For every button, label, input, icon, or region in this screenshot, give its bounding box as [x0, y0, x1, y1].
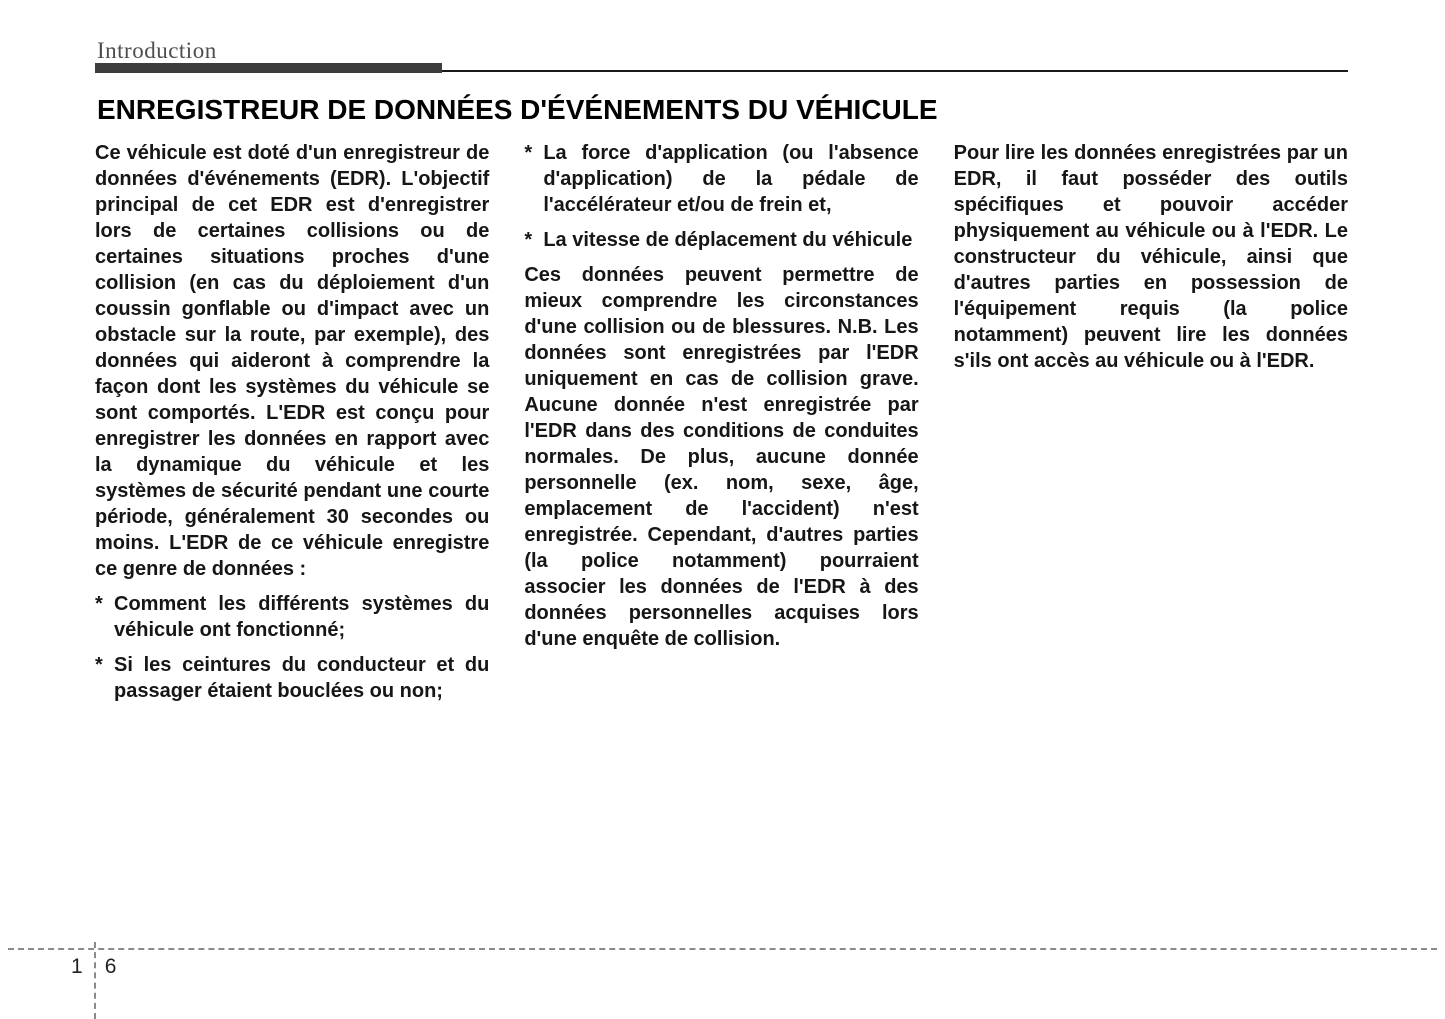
list-item [95, 652, 489, 704]
list-item-text: Si les ceintures du conducteur et du passager étaient bouclées ou non; [114, 654, 490, 702]
paragraph-data-access: Pour lire les données enregistrées par un EDR, il faut posséder des outils spécifiques et pouvoir accéder physiquement au véhicule ou à l'EDR. Le constructeur du véhicule, ainsi que d'autres parties en possession de l'équipement requis (la police notamment) peuvent lire les données s'ils ont accès au véhicule ou à l'EDR. [953, 142, 1348, 372]
bullet-marker: * [524, 229, 533, 251]
footer-vertical-dashed-line [94, 942, 96, 1019]
chapter-number: 1 [71, 955, 83, 978]
column-3 [954, 140, 1348, 704]
section-underline-bar [95, 63, 442, 73]
bullet-marker: * [95, 593, 103, 615]
list-item-text: La vitesse de déplacement du véhicule [543, 229, 913, 251]
content-columns [95, 140, 1348, 704]
page-title: ENREGISTREUR DE DONNÉES D'ÉVÉNEMENTS DU VÉHICULE [97, 94, 938, 125]
list-item-text: La force d'application (ou l'absence d'application) de la pédale de l'accélérateur et/ou de frein et, [543, 142, 919, 216]
footer-dashed-rule [8, 948, 1437, 950]
column-1 [95, 140, 489, 704]
page-number [71, 955, 116, 979]
page-digit: 6 [104, 955, 117, 978]
bullet-marker: * [524, 142, 533, 164]
paragraph-edr-intro: Ce véhicule est doté d'un enregistreur de données d'événements (EDR). L'objectif principal de cet EDR est d'enregistrer lors de certaines collisions ou de certaines situations proches d'une collision (en cas du déploiement d'un coussin gonflable ou d'impact avec un obstacle sur la route, par exemple), des données qui aideront à comprendre la façon dont les systèmes du véhicule se sont comportés. L'EDR est conçu pour enregistrer les données en rapport avec la dynamique du véhicule et les systèmes de sécurité pendant une courte période, généralement 30 secondes ou moins. L'EDR de ce véhicule enregistre ce genre de données : [95, 142, 490, 580]
section-title: Introduction [97, 38, 217, 63]
list-item [524, 140, 918, 218]
list-item [524, 227, 918, 253]
list-item-text: Comment les différents systèmes du véhicule ont fonctionné; [114, 593, 490, 641]
paragraph-data-usage: Ces données peuvent permettre de mieux comprendre les circonstances d'une collision ou de blessures. N.B. Les données sont enregistrées par l'EDR uniquement en cas de collision grave. Aucune donnée n'est enregistrée par l'EDR dans des conditions de conduites normales. De plus, aucune donnée personnelle (ex. nom, sexe, âge, emplacement de l'accident) n'est enregistrée. Cependant, d'autres parties (la police notamment) pourraient associer les données de l'EDR à des données personnelles acquises lors d'une enquête de collision. [524, 264, 919, 650]
column-2 [524, 140, 918, 704]
bullet-marker: * [95, 654, 103, 676]
list-item [95, 591, 489, 643]
